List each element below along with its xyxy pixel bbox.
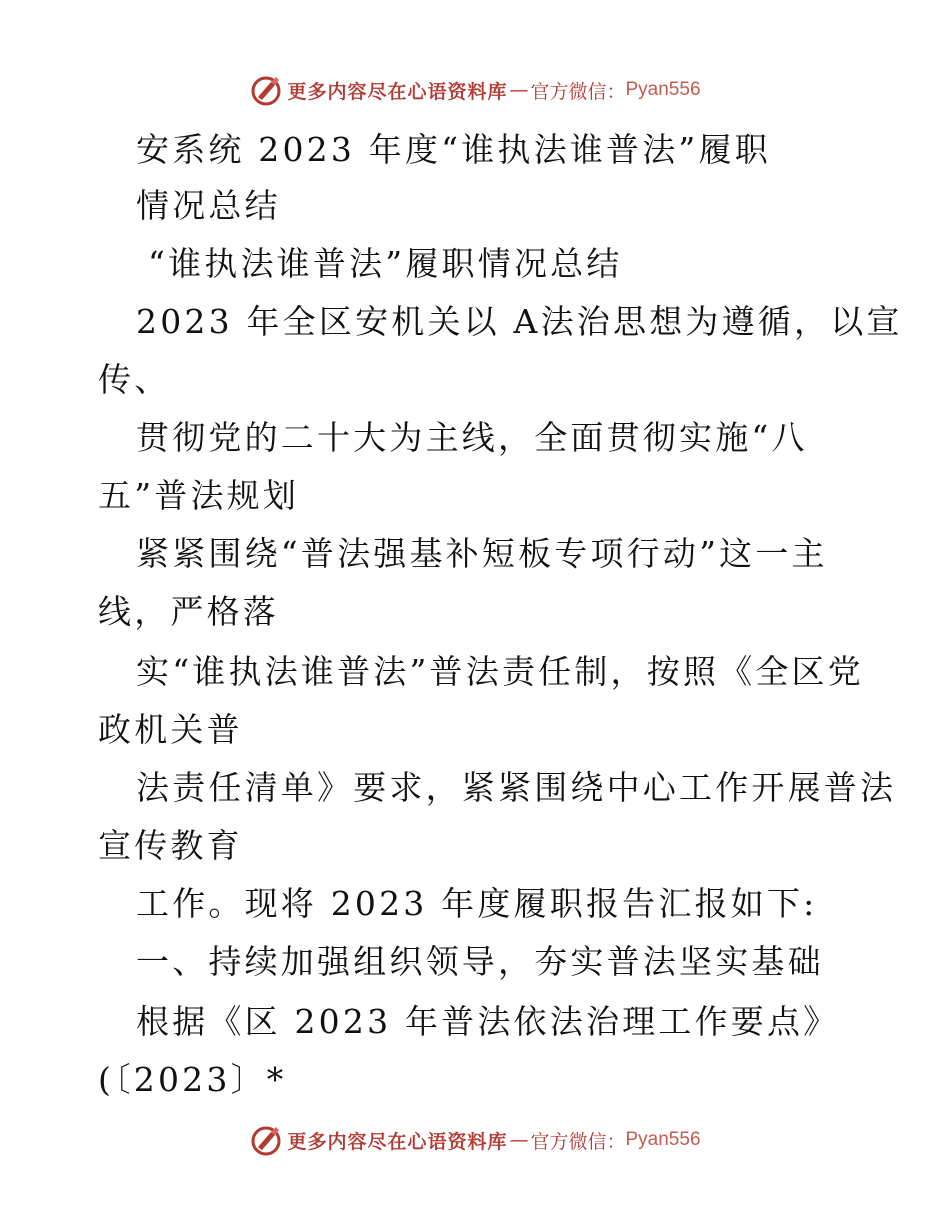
text-line: 线，严格落 [98,592,279,631]
footer-banner [0,1120,950,1160]
header-account: Pyan556 [625,79,701,100]
text-line: 一、持续加强组织领导，夯实普法坚实基础 [136,942,824,981]
text-line: 情况总结 [136,186,281,225]
text-line: 紧紧围绕“普法强基补短板专项行动”这一主 [136,534,828,573]
logo-icon [249,73,283,107]
text-line: 法责任清单》要求，紧紧围绕中心工作开展普法 [136,768,897,807]
text-line: 政机关普 [98,710,243,749]
text-line: 2023 年全区安机关以 A法治思想为遵循，以宣 [136,302,903,341]
footer-account: Pyan556 [625,1129,701,1150]
header-banner [0,70,950,110]
text-line: (〔2023〕* [98,1060,287,1099]
text-line: 实“谁执法谁普法”普法责任制，按照《全区党 [136,652,864,691]
logo-icon [249,1123,283,1157]
text-line: 宣传教育 [98,826,243,865]
header-brand-text: 更多内容尽在心语资料库 [287,80,508,103]
header-dash: — [509,79,529,101]
text-line: 安系统 2023 年度“谁执法谁普法”履职 [136,130,771,169]
text-line: 根据《区 2023 年普法依法治理工作要点》 [136,1002,840,1041]
footer-brand-text: 更多内容尽在心语资料库 [287,1130,508,1153]
footer-wechat-label: 官方微信： [530,1130,626,1153]
text-line: 贯彻党的二十大为主线，全面贯彻实施“八 [136,418,808,457]
text-line: 传、 [98,360,171,399]
text-line: 工作。现将 2023 年度履职报告汇报如下: [136,884,818,923]
header-wechat-label: 官方微信： [530,80,626,103]
footer-dash: — [509,1129,529,1151]
text-line: 五”普法规划 [98,476,300,515]
text-line: “谁执法谁普法”履职情况总结 [148,244,623,283]
